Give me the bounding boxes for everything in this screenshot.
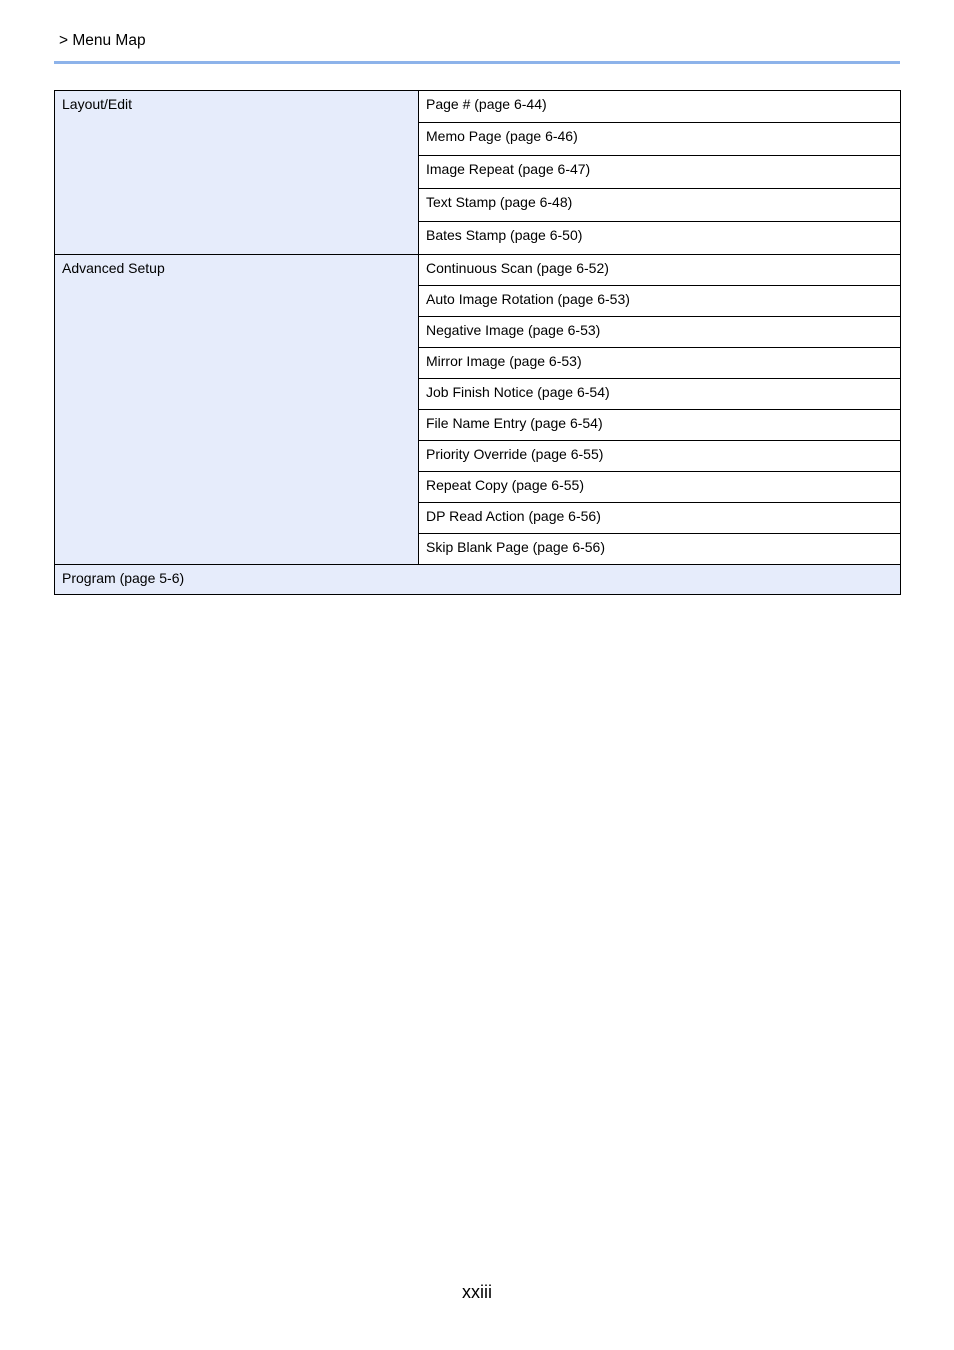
menu-item-bates-stamp[interactable]: Bates Stamp (page 6-50): [419, 222, 901, 255]
menu-item-skip-blank-page[interactable]: Skip Blank Page (page 6-56): [419, 534, 901, 565]
menu-item-mirror-image[interactable]: Mirror Image (page 6-53): [419, 348, 901, 379]
menu-item-dp-read-action[interactable]: DP Read Action (page 6-56): [419, 503, 901, 534]
menu-item-repeat-copy[interactable]: Repeat Copy (page 6-55): [419, 472, 901, 503]
menu-item-image-repeat[interactable]: Image Repeat (page 6-47): [419, 156, 901, 189]
menu-item-program[interactable]: Program (page 5-6): [55, 565, 901, 595]
table-row: [55, 91, 901, 123]
table-row: [55, 565, 901, 595]
menu-item-file-name-entry[interactable]: File Name Entry (page 6-54): [419, 410, 901, 441]
group-advanced-setup: Advanced Setup: [55, 255, 419, 565]
page-number: xxiii: [462, 1282, 492, 1302]
breadcrumb[interactable]: > Menu Map: [59, 32, 146, 49]
menu-item-memo-page[interactable]: Memo Page (page 6-46): [419, 123, 901, 156]
header-divider: [54, 61, 900, 64]
group-layout-edit: Layout/Edit: [55, 91, 419, 255]
menu-item-priority-override[interactable]: Priority Override (page 6-55): [419, 441, 901, 472]
menu-item-negative-image[interactable]: Negative Image (page 6-53): [419, 317, 901, 348]
menu-item-job-finish-notice[interactable]: Job Finish Notice (page 6-54): [419, 379, 901, 410]
table-row: [55, 255, 901, 286]
menu-item-text-stamp[interactable]: Text Stamp (page 6-48): [419, 189, 901, 222]
menu-item-continuous-scan[interactable]: Continuous Scan (page 6-52): [419, 255, 901, 286]
menu-item-page-number[interactable]: Page # (page 6-44): [419, 91, 901, 123]
menu-map-table: [54, 90, 901, 595]
menu-item-auto-image-rotation[interactable]: Auto Image Rotation (page 6-53): [419, 286, 901, 317]
